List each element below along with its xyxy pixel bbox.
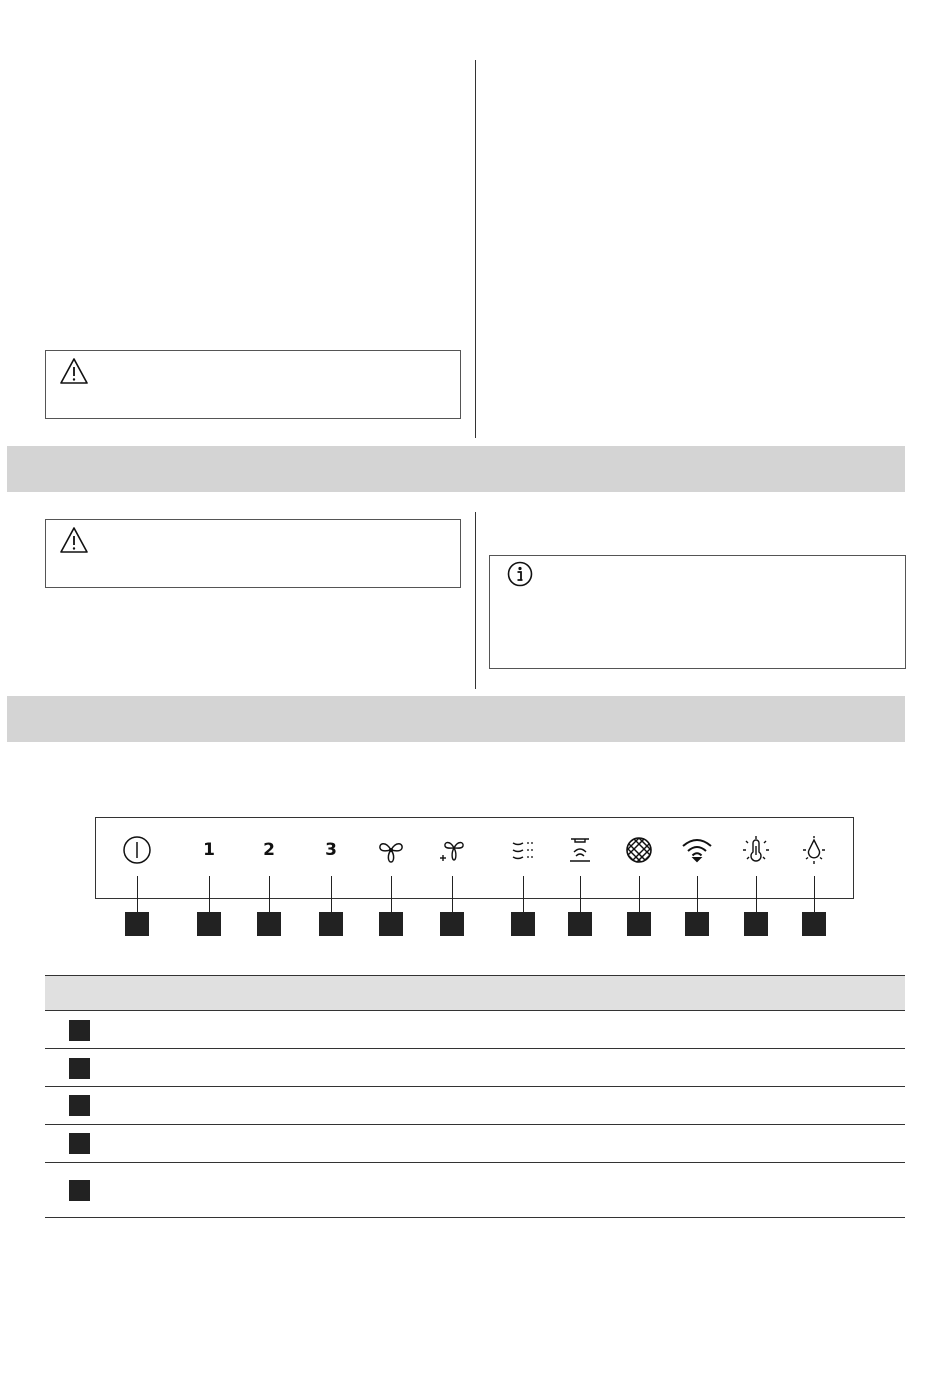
row-callout-square (69, 1020, 90, 1041)
light-bulb-icon (797, 833, 831, 867)
row-callout-square (69, 1058, 90, 1079)
fan-speed-1-label: 1 (203, 840, 215, 860)
legend-table-header (45, 975, 905, 1011)
section-heading-bar-1 (7, 446, 905, 492)
table-row (45, 1125, 905, 1163)
leader-line-4 (331, 876, 332, 912)
fan-boost-icon (435, 833, 469, 867)
column-divider-upper (475, 60, 476, 438)
leader-line-5 (391, 876, 392, 912)
hob-connection-icon (563, 833, 597, 867)
leader-line-10 (697, 876, 698, 912)
odour-sensor-icon (506, 833, 540, 867)
table-row (45, 1163, 905, 1218)
hood-light-temperature-icon (739, 833, 773, 867)
section-heading-bar-2 (7, 696, 905, 742)
callout-square-3 (257, 912, 281, 936)
warning-box-lower (45, 519, 461, 588)
info-circle-icon (507, 561, 533, 592)
callout-square-5 (379, 912, 403, 936)
leader-line-12 (814, 876, 815, 912)
callout-square-12 (802, 912, 826, 936)
leader-line-8 (580, 876, 581, 912)
callout-square-2 (197, 912, 221, 936)
fan-speed-3-label: 3 (325, 840, 337, 860)
fan-icon (374, 833, 408, 867)
row-callout-square (69, 1133, 90, 1154)
callout-square-10 (685, 912, 709, 936)
callout-square-1 (125, 912, 149, 936)
table-row (45, 1049, 905, 1087)
leader-line-3 (269, 876, 270, 912)
callout-square-11 (744, 912, 768, 936)
leader-line-6 (452, 876, 453, 912)
warning-triangle-icon (59, 526, 89, 559)
table-row (45, 1011, 905, 1049)
row-callout-square (69, 1180, 90, 1201)
column-divider-middle (475, 512, 476, 689)
leader-line-11 (756, 876, 757, 912)
warning-box-upper (45, 350, 461, 419)
callout-square-7 (511, 912, 535, 936)
leader-line-2 (209, 876, 210, 912)
leader-line-9 (639, 876, 640, 912)
leader-line-7 (523, 876, 524, 912)
row-callout-square (69, 1095, 90, 1116)
fan-speed-2-label: 2 (263, 840, 275, 860)
callout-square-4 (319, 912, 343, 936)
callout-square-8 (568, 912, 592, 936)
callout-square-6 (440, 912, 464, 936)
leader-line-1 (137, 876, 138, 912)
table-row (45, 1087, 905, 1125)
info-box (489, 555, 906, 669)
callout-square-9 (627, 912, 651, 936)
grease-filter-icon (622, 833, 656, 867)
power-icon (120, 833, 154, 867)
wifi-icon (680, 833, 714, 867)
warning-triangle-icon (59, 357, 89, 390)
